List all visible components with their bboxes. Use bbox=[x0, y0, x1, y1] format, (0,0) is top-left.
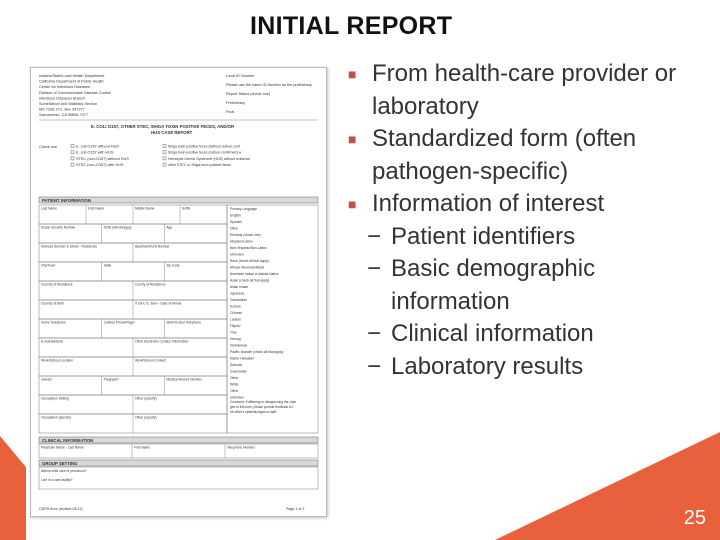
dash-bullet-icon: − bbox=[367, 352, 382, 380]
form-check-label: Check one bbox=[39, 145, 58, 149]
form-note: he office's epidemiologist or staff. bbox=[230, 410, 277, 414]
form-section-heading: PATIENT INFORMATION bbox=[42, 198, 91, 203]
form-right-field: Hmong bbox=[230, 337, 241, 341]
form-right-field: Cambodian bbox=[230, 298, 247, 302]
form-header-line: California Department of Public Health bbox=[39, 79, 104, 84]
form-field-label: Address Number & Street - Residence bbox=[41, 244, 98, 249]
form-right-field: Korean bbox=[230, 304, 241, 309]
form-field-label: Age bbox=[166, 225, 173, 230]
form-field-label: Work/School Telephone bbox=[166, 320, 202, 325]
form-field-label: Physician Name - Last Name bbox=[41, 445, 84, 450]
form-section-heading: GROUP SETTING bbox=[42, 461, 78, 466]
sub-bullet-item bbox=[348, 253, 708, 318]
form-checkbox bbox=[71, 157, 74, 160]
form-field-label: Gender bbox=[41, 377, 52, 382]
form-section-heading: CLINICAL INFORMATION bbox=[42, 438, 94, 443]
sub-bullet-text: Basic demographic information bbox=[391, 255, 596, 315]
form-title: E. COLI O157, OTHER STEC, SHIGA TOXIN POSITIVE FECES, AND/OR bbox=[91, 124, 235, 129]
slide-title: INITIAL REPORT bbox=[250, 12, 453, 40]
form-header-line: Surveillance and Statistics Section bbox=[39, 102, 98, 106]
form-right-field: Other bbox=[230, 226, 239, 231]
form-header-right-line: Please use the same ID Number as the preliminary bbox=[226, 83, 312, 87]
sub-bullet-item bbox=[348, 351, 708, 384]
form-header-line: Center for Infectious Diseases bbox=[39, 85, 90, 90]
form-field-label: Other Electronic Contact Information bbox=[135, 339, 189, 344]
dash-bullet-icon: − bbox=[367, 255, 382, 282]
form-right-field: Primary Language bbox=[230, 207, 257, 211]
form-header-line: Indiana/State/Local Health Department bbox=[39, 74, 105, 78]
form-field-label: Other (specify) bbox=[135, 415, 157, 420]
form-right-field: Asian Indian bbox=[230, 285, 249, 289]
form-right-field: Samoan bbox=[230, 363, 243, 367]
form-field-label: First Name bbox=[88, 206, 105, 211]
bullet-text: From health-care provider or laboratory bbox=[372, 60, 677, 120]
dash-bullet-icon: − bbox=[367, 320, 382, 347]
form-field-label: Pregnant? bbox=[103, 377, 119, 382]
sub-bullet-item bbox=[348, 221, 708, 254]
form-right-field: Pacific Islander (check all that apply) bbox=[230, 350, 284, 354]
form-checkbox bbox=[163, 151, 166, 154]
form-field-label: Zip Code bbox=[166, 263, 180, 268]
form-option: Shiga toxin positive feces (without culture conf bbox=[168, 144, 240, 149]
form-checkbox bbox=[71, 151, 74, 154]
bullet-text: Information of interest bbox=[372, 190, 605, 217]
form-right-field: Other bbox=[230, 389, 239, 393]
form-field-label: Suffix bbox=[182, 206, 191, 211]
form-field-label: City/Town bbox=[41, 263, 56, 268]
dash-bullet-icon: − bbox=[367, 222, 382, 250]
form-field-label: If not U.S. Born - Date of Arrival bbox=[135, 301, 182, 306]
form-header-line: Sacramento, CA 95899-7377 bbox=[39, 113, 88, 118]
form-right-field: Spanish bbox=[230, 220, 242, 224]
form-option: STEC (non-O157) with HUS bbox=[76, 163, 124, 168]
form-right-field: Other bbox=[230, 376, 239, 380]
form-note: ges to this form, please provide feedback to t bbox=[230, 405, 294, 409]
form-right-field: Unknown bbox=[230, 252, 244, 257]
sub-bullet-item bbox=[348, 318, 708, 351]
form-field-label: Other (specify) bbox=[135, 396, 157, 401]
form-right-field: White bbox=[230, 382, 239, 387]
form-checkbox bbox=[163, 157, 166, 160]
form-right-field: Chinese bbox=[230, 311, 243, 315]
case-report-form-drawing bbox=[31, 68, 326, 516]
form-field-label: State bbox=[103, 263, 112, 268]
form-right-field: Japanese bbox=[230, 291, 245, 296]
bullet-list bbox=[348, 58, 708, 383]
form-field-label: County of Residence bbox=[135, 282, 166, 287]
form-right-field: Ethnicity (check one) bbox=[230, 233, 261, 237]
form-checkbox bbox=[163, 145, 166, 148]
form-field-label: Work/School Contact bbox=[135, 358, 166, 363]
form-field-label: DOB (mm/dd/yyyy) bbox=[103, 225, 132, 230]
form-option: Hemolytic Uremic Syndrome (HUS) without evidence bbox=[168, 156, 251, 161]
form-checkbox bbox=[71, 163, 74, 166]
form-field-row bbox=[39, 262, 227, 281]
case-report-form-image bbox=[30, 67, 327, 517]
form-footer: Page 1 of 3 bbox=[286, 507, 305, 511]
form-header-line: Infectious Diseases Branch bbox=[39, 96, 86, 101]
form-field-label: Occupation (specify) bbox=[41, 415, 72, 420]
form-section-bar bbox=[39, 460, 318, 466]
form-right-field: Laotian bbox=[230, 317, 241, 322]
form-field-label: Medical Record Number bbox=[166, 377, 202, 382]
form-right-field: Race (check all that apply) bbox=[230, 259, 269, 263]
form-field-label: Last Name bbox=[41, 206, 57, 211]
left-accent-wedge bbox=[0, 436, 26, 540]
form-field-label: Social Security Number bbox=[41, 225, 76, 230]
form-field-label: E-mail Address bbox=[41, 339, 64, 344]
form-field-label: Country of Residence bbox=[41, 282, 73, 287]
form-field-label: Middle Name bbox=[135, 206, 155, 211]
form-option: STEC (non-O157) without HUS bbox=[76, 156, 129, 161]
form-field-label: Attend child care or preschool? bbox=[41, 469, 87, 473]
form-right-field: English bbox=[230, 213, 241, 218]
form-header-right-line: Final bbox=[226, 110, 235, 114]
square-bullet-icon: ■ bbox=[348, 66, 357, 82]
form-header-right-line: Preliminary bbox=[226, 101, 245, 105]
form-field-label: First Name bbox=[134, 445, 151, 450]
form-right-field: Guamanian bbox=[230, 369, 248, 374]
form-right-field: American Indian or Alaska Native bbox=[230, 272, 279, 276]
form-right-field: Filipino bbox=[230, 324, 241, 328]
form-right-field: Thai bbox=[230, 330, 237, 335]
form-checkbox bbox=[163, 163, 166, 166]
form-title: HUS CASE REPORT bbox=[151, 130, 193, 135]
form-footer: CDPH 8xxx (revised 04/13) bbox=[39, 507, 83, 511]
form-field-label: Occupation Setting bbox=[41, 396, 69, 401]
square-bullet-icon: ■ bbox=[348, 131, 357, 147]
form-field-label: Home Telephone bbox=[41, 320, 66, 325]
form-right-field: Asian (check all that apply) bbox=[230, 278, 270, 283]
form-field-label: Cellular Phone/Pager bbox=[103, 320, 136, 325]
form-right-field: Vietnamese bbox=[230, 343, 248, 348]
slide-number: 25 bbox=[683, 507, 706, 529]
form-header-right-line: Report Status (check one) bbox=[226, 92, 271, 96]
form-right-field: African-American/Black bbox=[230, 265, 265, 270]
form-checkbox bbox=[71, 145, 74, 148]
bullet-text: Standardized form (often pathogen-specific) bbox=[372, 125, 637, 185]
form-option: Shiga toxin positive feces (culture confirmed) w bbox=[168, 150, 242, 155]
square-bullet-icon: ■ bbox=[348, 196, 357, 212]
bullet-item bbox=[348, 123, 708, 188]
form-option: E. coli O157 without HUS bbox=[76, 144, 119, 149]
bullet-item bbox=[348, 188, 708, 221]
form-header-right-line: Local ID Number bbox=[226, 74, 255, 78]
form-right-field: Non-Hispanic/Non-Latino bbox=[230, 246, 267, 250]
form-field-label: Telephone Number bbox=[227, 445, 255, 450]
form-option: other STEC or Shiga toxin positive feces bbox=[168, 163, 231, 168]
form-field-label: Work/School Location bbox=[41, 358, 74, 363]
sub-bullet-text: Patient identifiers bbox=[391, 222, 576, 250]
sub-bullet-text: Clinical information bbox=[391, 320, 594, 347]
form-field-label: Country of Birth bbox=[41, 301, 64, 306]
form-header-line: Division of Communicable Disease Control bbox=[39, 90, 111, 95]
form-header-line: MS 7306, P.O. Box 997377 bbox=[39, 107, 85, 112]
form-option: E. coli O157 with HUS bbox=[76, 150, 114, 155]
sub-bullet-text: Laboratory results bbox=[391, 352, 584, 380]
bullet-item bbox=[348, 58, 708, 123]
form-right-field: Hispanic/Latino bbox=[230, 239, 253, 244]
form-note: Comment: If affirming or disapproving the chan bbox=[230, 400, 297, 404]
form-field-label: Live in a care facility? bbox=[41, 478, 73, 482]
form-field-label: Apartment/Unit Number bbox=[135, 244, 170, 249]
form-right-field: Unknown bbox=[230, 395, 244, 400]
form-right-field: Native Hawaiian bbox=[230, 356, 254, 361]
